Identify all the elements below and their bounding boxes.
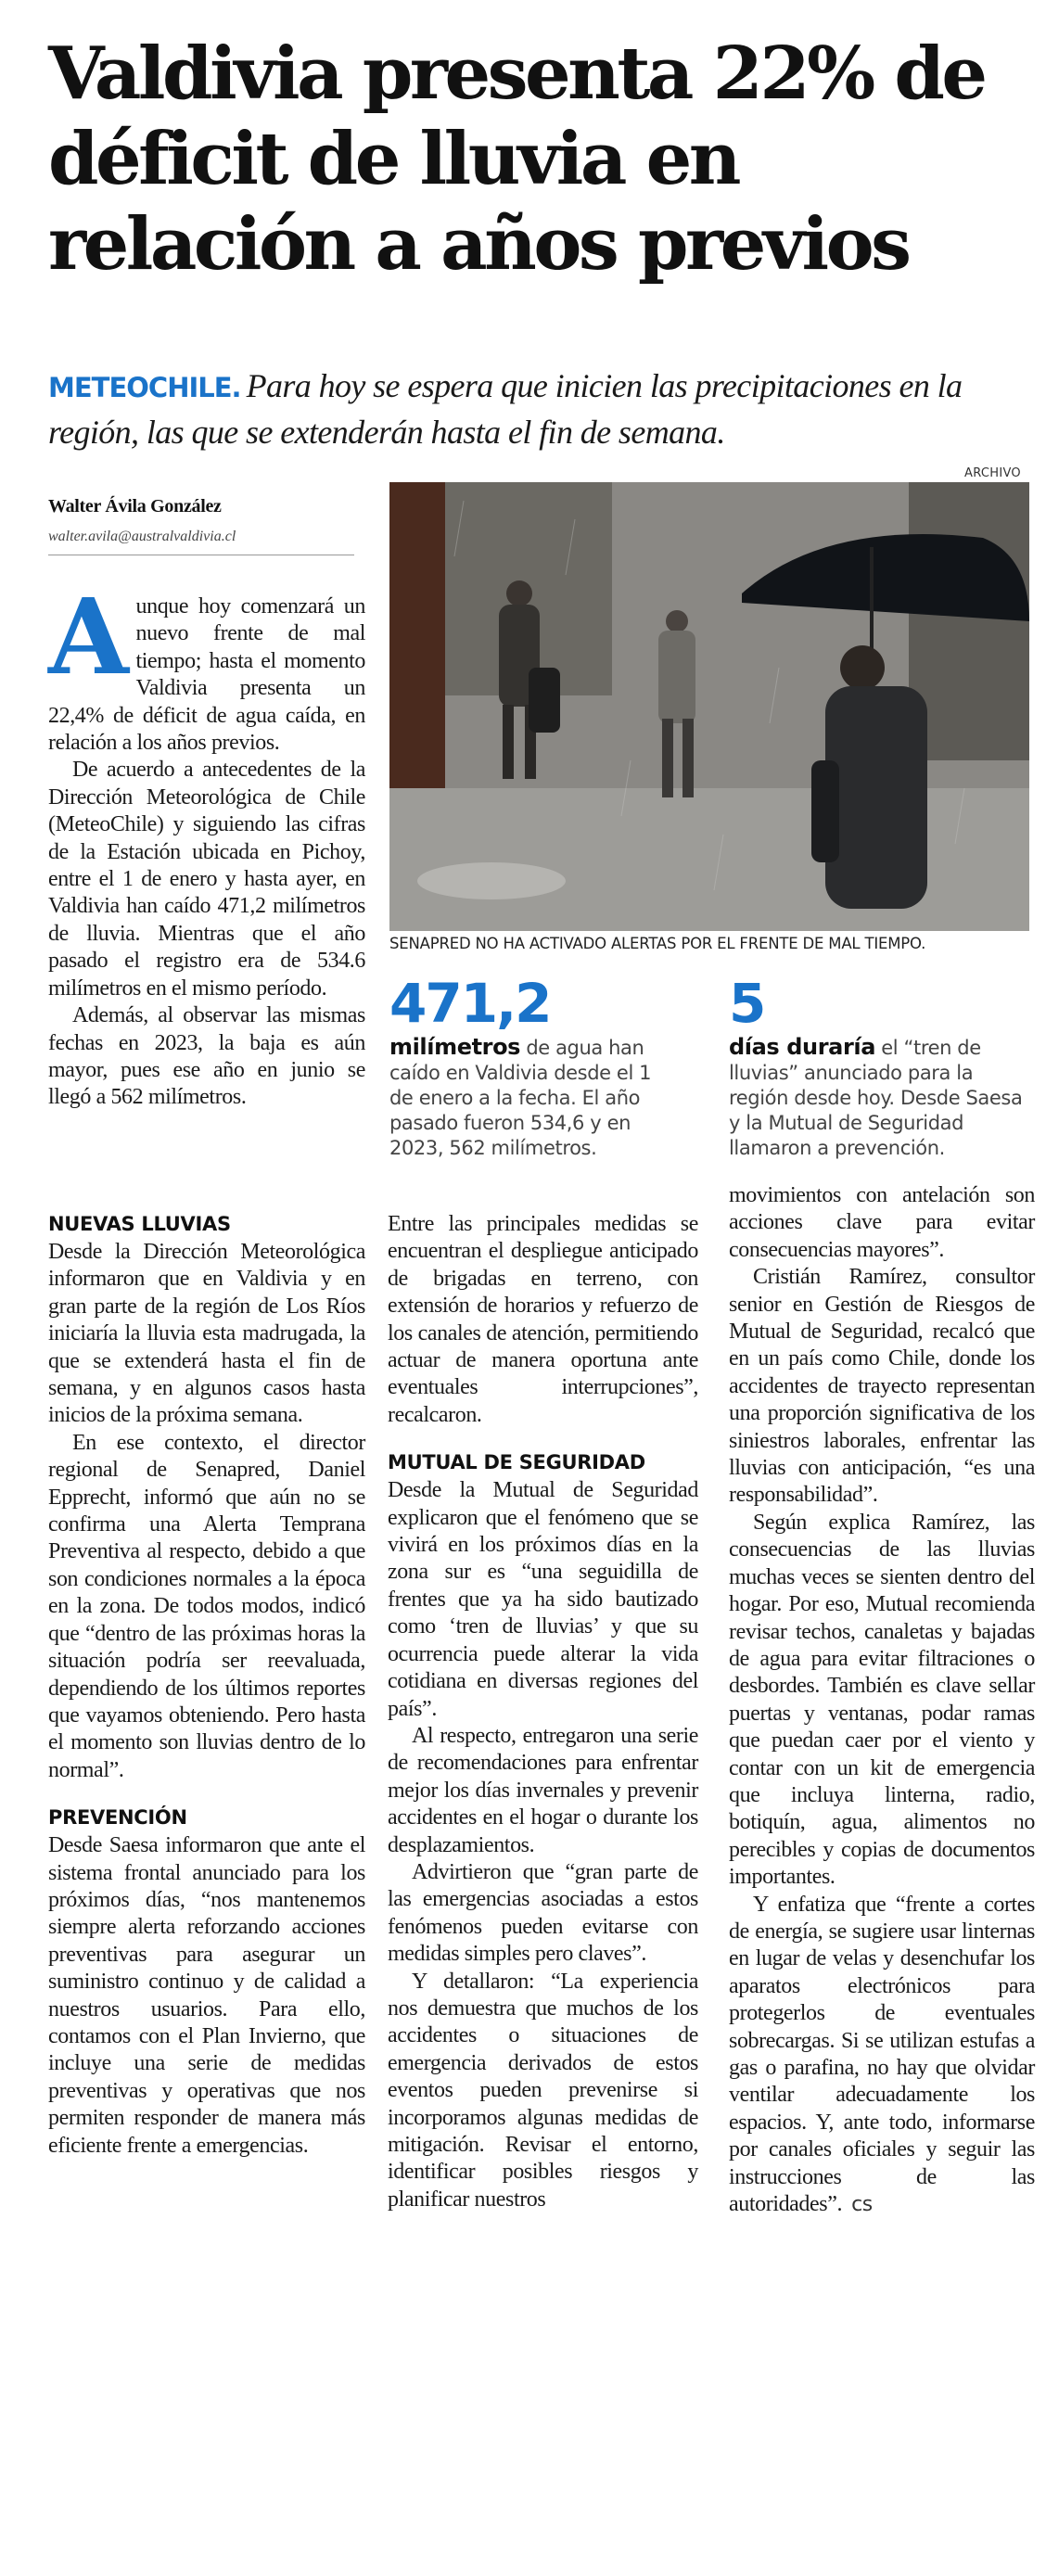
- end-mark-icon: cs: [851, 2193, 873, 2217]
- paragraph: De acuerdo a antecedentes de la Dirección Meteorológica de Chile (MeteoChile) y siguiendo las cifras de la Estación ubicada en Pichoy, entre el 1 de enero y hasta ayer, en Valdivia han caído 471,2 milímetros de lluvia. Mientras que el año pasado el registro era de 534.6 milímetros en el mismo período.: [48, 758, 365, 1001]
- stat-desc: el “tren de lluvias” anunciado para la región desde hoy. Desde Saesa y la Mutual de Seguridad llamaron a prevención.: [729, 1037, 1023, 1159]
- paragraph: Además, al observar las mismas fechas en 2023, la baja es aún mayor, pues ese año en junio se llegó a 562 milímetros.: [48, 1003, 365, 1110]
- stat-days: [729, 974, 1026, 1161]
- paragraph: Desde la Dirección Meteorológica informaron que en Valdivia y en gran parte de la región de Los Ríos iniciaría la lluvia esta madrugada, la que se extenderá hasta el fin de semana, y en algunos casos hasta inicios de la próxima semana.: [48, 1240, 365, 1428]
- deck-kicker: METEOCHILE.: [48, 372, 241, 403]
- paragraph: Cristián Ramírez, consultor senior en Gestión de Riesgos de Mutual de Seguridad, recalcó que en un país como Chile, donde los accidentes de trayecto representan una proporción significativa de los siniestros laborales, enfrentar las lluvias con anticipación, “es una responsabilidad”.: [729, 1265, 1035, 1508]
- deck: [48, 363, 1022, 454]
- deck-text: Para hoy se espera que inicien las precipitaciones en la región, las que se extenderán hasta el fin de semana.: [48, 367, 963, 451]
- subhead-nuevas-lluvias: NUEVAS LLUVIAS: [48, 1213, 231, 1235]
- stat-bold: milímetros: [389, 1034, 521, 1060]
- subhead-mutual: MUTUAL DE SEGURIDAD: [388, 1451, 645, 1474]
- paragraph: Desde la Mutual de Seguridad explicaron que el fenómeno que se vivirá en los próximos días en la zona sur es “una seguidilla de frentes que ya ha sido bautizado como ‘tren de lluvias’ y que su ocurrencia puede alterar la vida cotidiana en diversas regiones del país”.: [388, 1478, 698, 1721]
- byline: [48, 496, 364, 555]
- byline-email: walter.avila@australvaldivia.cl: [48, 529, 236, 544]
- subhead-prevencion: PREVENCIÓN: [48, 1806, 187, 1830]
- paragraph: Según explica Ramírez, las consecuencias de las lluvias muchas veces se sienten dentro del hogar. Por eso, Mutual recomienda revisar techos, canaletas y bajadas de agua para evitar filtraciones o desbordes. También es clave sellar puertas y ventanas, podar ramas que puedan caer por el viento y contar con un kit de emergencia que incluya linterna, radio, botiquín, agua, alimentos no perecibles y copias de documentos importantes.: [729, 1510, 1035, 1890]
- lead-text: unque hoy comenzará un nuevo frente de mal tiempo; hasta el momento Valdivia presenta un 22,4% de déficit de agua caída, en relación a los años previos.: [48, 594, 365, 756]
- stat-text: [729, 1035, 1026, 1161]
- stat-rainfall: [389, 974, 668, 1161]
- paragraph: Y detallaron: “La experiencia nos demuestra que muchos de los accidentes o situaciones de emergencia derivados de estos eventos pueden prevenirse si incorporamos algunas medidas de mitigación. Revisar el entorno, identificar posibles riesgos y planificar nuestros: [388, 1969, 698, 2212]
- closing-text: Y enfatiza que “frente a cortes de energía, se sugiere usar linternas en lugar de velas y desenchufar los aparatos electrónicos para protegerlos de eventuales sobrecargas. Si se utilizan estufas a gas o parafina, no hay que olvidar ventilar adecuadamente los espacios. Y, ante todo, informarse por canales oficiales y seguir las instrucciones de las autoridades”.: [729, 1892, 1035, 2217]
- photo-credit: ARCHIVO: [964, 466, 1021, 480]
- byline-author: Walter Ávila González: [48, 496, 222, 516]
- article-column-3: [729, 1182, 1035, 2218]
- photo-caption: SENAPRED NO HA ACTIVADO ALERTAS POR EL FRENTE DE MAL TIEMPO.: [389, 935, 926, 952]
- photo-rain-umbrella: [389, 482, 1029, 931]
- paragraph: Al respecto, entregaron una serie de recomendaciones para enfrentar mejor los días invernales y prevenir accidentes en el hogar o durante los desplazamientos.: [388, 1723, 698, 1857]
- stat-text: [389, 1035, 668, 1161]
- paragraph-lead: [48, 577, 365, 757]
- paragraph: Entre las principales medidas se encuentran el despliegue anticipado de brigadas en terreno, con extensión de horarios y refuerzo de los canales de atención, permitiendo actuar de manera oportuna ante eventuales interrupciones”, recalcaron.: [388, 1212, 698, 1427]
- headline: Valdivia presenta 22% de déficit de lluvia en relación a años previos: [48, 32, 985, 287]
- paragraph: Desde Saesa informaron que ante el sistema frontal anunciado para los próximos días, “nos mantenemos siempre alerta reforzando acciones preventivas para asegurar un suministro continuo y de calidad a nuestros usuarios. Para ello, contamos con el Plan Invierno, que incluye una serie de medidas preventivas y operativas que nos permiten responder de manera más eficiente frente a emergencias.: [48, 1833, 365, 2158]
- stat-number: 471,2: [389, 972, 551, 1035]
- paragraph: movimientos con antelación son acciones clave para evitar consecuencias mayores”.: [729, 1183, 1035, 1262]
- article-column-2: [388, 1211, 698, 2213]
- photo-illustration: [389, 482, 1029, 931]
- paragraph: En ese contexto, el director regional de Senapred, Daniel Epprecht, informó que aún no se confirma una Alerta Temprana Preventiva al respecto, debido a que son condiciones normales a la época en la zona. De todos modos, indicó que “dentro de las próximas horas la situación podría ser reevaluada, dependiendo de los últimos reportes que vayamos obteniendo. Pero hasta el momento son lluvias dentro de lo normal”.: [48, 1430, 365, 1782]
- stat-bold: días duraría: [729, 1034, 875, 1060]
- paragraph: [729, 1892, 1035, 2219]
- stat-desc: de agua han caído en Valdivia desde el 1 de enero a la fecha. El año pasado fueron 534,6 y en 2023, 562 milímetros.: [389, 1037, 652, 1159]
- paragraph: Advirtieron que “gran parte de las emergencias asociadas a estos fenómenos pueden evitarse con medidas simples pero claves”.: [388, 1859, 698, 1967]
- article-column-1-bottom: [48, 1211, 365, 2160]
- article-column-1-top: [48, 577, 365, 1112]
- dropcap: A: [48, 577, 129, 698]
- stat-number: 5: [729, 972, 765, 1035]
